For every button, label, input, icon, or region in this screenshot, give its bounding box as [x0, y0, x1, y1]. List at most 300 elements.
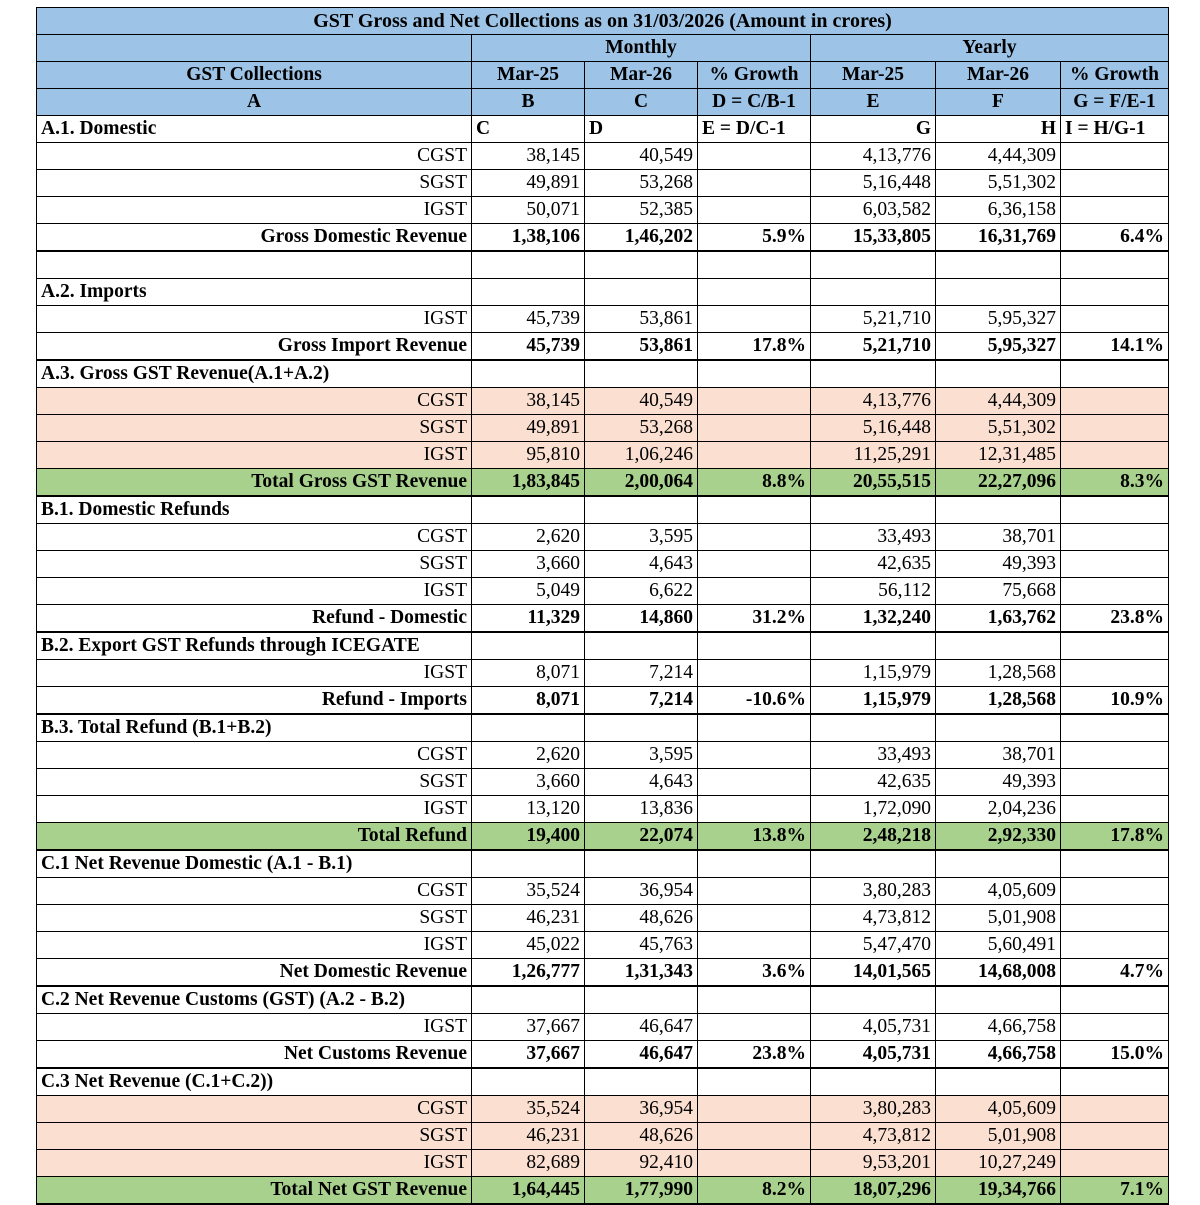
cell-col-5: 5,01,908	[936, 904, 1061, 931]
cell-col-4: 1,15,979	[811, 686, 936, 714]
cell-col-4	[811, 496, 936, 524]
row-label: CGST	[37, 523, 472, 550]
cell-col-6	[1061, 768, 1169, 795]
table-row-green	[37, 1176, 1169, 1204]
cell-col-4	[811, 251, 936, 278]
table-row-section	[37, 360, 1169, 388]
cell-col-3	[698, 714, 811, 742]
cell-col-6	[1061, 496, 1169, 524]
cell-col-3	[698, 1149, 811, 1176]
cell-col-3: 3.6%	[698, 958, 811, 986]
cell-col-5: 5,95,327	[936, 305, 1061, 332]
cell-col-5: 22,27,096	[936, 468, 1061, 496]
header-letter-c: C	[585, 89, 698, 116]
cell-col-3	[698, 904, 811, 931]
cell-col-5	[936, 278, 1061, 305]
cell-col-5: 4,44,309	[936, 387, 1061, 414]
table-row-green	[37, 822, 1169, 850]
cell-col-1: 5,049	[472, 577, 585, 604]
header-col-growth-monthly: % Growth	[698, 62, 811, 89]
row-label: SGST	[37, 768, 472, 795]
cell-col-1: 3,660	[472, 550, 585, 577]
cell-col-2: 1,06,246	[585, 441, 698, 468]
row-label: IGST	[37, 1149, 472, 1176]
row-label: SGST	[37, 1122, 472, 1149]
table-row-peach	[37, 387, 1169, 414]
cell-col-6	[1061, 1013, 1169, 1040]
cell-col-4: 14,01,565	[811, 958, 936, 986]
cell-col-1: 45,739	[472, 332, 585, 360]
cell-col-6: I = H/G-1	[1061, 116, 1169, 143]
cell-col-4: 9,53,201	[811, 1149, 936, 1176]
cell-col-6	[1061, 577, 1169, 604]
cell-col-6: 17.8%	[1061, 822, 1169, 850]
cell-col-6	[1061, 1068, 1169, 1096]
cell-col-2: 4,643	[585, 550, 698, 577]
cell-col-5: 49,393	[936, 550, 1061, 577]
cell-col-5	[936, 714, 1061, 742]
cell-col-6	[1061, 986, 1169, 1014]
cell-col-4: 2,48,218	[811, 822, 936, 850]
cell-col-2	[585, 496, 698, 524]
cell-col-1: 45,739	[472, 305, 585, 332]
cell-col-1: 11,329	[472, 604, 585, 632]
row-label: IGST	[37, 931, 472, 958]
cell-col-6: 6.4%	[1061, 224, 1169, 252]
cell-col-1: 2,620	[472, 523, 585, 550]
cell-col-2: 53,268	[585, 170, 698, 197]
cell-col-3: 31.2%	[698, 604, 811, 632]
cell-col-4: 5,21,710	[811, 332, 936, 360]
cell-col-1: 46,231	[472, 904, 585, 931]
cell-col-4	[811, 850, 936, 878]
cell-col-1	[472, 986, 585, 1014]
cell-col-2: 48,626	[585, 904, 698, 931]
header-col-mar25-monthly: Mar-25	[472, 62, 585, 89]
cell-col-1: 8,071	[472, 659, 585, 686]
table-row-data	[37, 143, 1169, 170]
table-row-data	[37, 1013, 1169, 1040]
header-yearly: Yearly	[811, 35, 1169, 62]
table-row-data	[37, 768, 1169, 795]
cell-col-3	[698, 795, 811, 822]
cell-col-4: 1,72,090	[811, 795, 936, 822]
table-row-green	[37, 468, 1169, 496]
table-row-data	[37, 877, 1169, 904]
cell-col-3	[698, 305, 811, 332]
cell-col-2: 1,77,990	[585, 1176, 698, 1204]
table-row-data	[37, 741, 1169, 768]
cell-col-5: 38,701	[936, 523, 1061, 550]
cell-col-5: 5,51,302	[936, 170, 1061, 197]
cell-col-5	[936, 632, 1061, 660]
section-label: C.3 Net Revenue (C.1+C.2))	[37, 1068, 472, 1096]
cell-col-5	[936, 986, 1061, 1014]
cell-col-1: 19,400	[472, 822, 585, 850]
row-label: Gross Domestic Revenue	[37, 224, 472, 252]
cell-col-5: 5,51,302	[936, 414, 1061, 441]
cell-col-4: 1,15,979	[811, 659, 936, 686]
cell-col-5	[936, 496, 1061, 524]
cell-col-3	[698, 523, 811, 550]
cell-col-3: 13.8%	[698, 822, 811, 850]
cell-col-2: 2,00,064	[585, 468, 698, 496]
cell-col-2: 48,626	[585, 1122, 698, 1149]
cell-col-3: 5.9%	[698, 224, 811, 252]
cell-col-1	[472, 850, 585, 878]
table-row-bold	[37, 332, 1169, 360]
cell-col-6	[1061, 550, 1169, 577]
cell-col-1: 45,022	[472, 931, 585, 958]
table-row-section	[37, 278, 1169, 305]
cell-col-4: 4,13,776	[811, 143, 936, 170]
cell-col-3	[698, 414, 811, 441]
cell-col-6: 7.1%	[1061, 1176, 1169, 1204]
header-letter-b: B	[472, 89, 585, 116]
cell-col-1: 35,524	[472, 1095, 585, 1122]
row-label: IGST	[37, 659, 472, 686]
cell-col-5: 4,44,309	[936, 143, 1061, 170]
cell-col-6	[1061, 931, 1169, 958]
cell-col-3	[698, 550, 811, 577]
cell-col-6	[1061, 170, 1169, 197]
cell-col-6	[1061, 877, 1169, 904]
cell-col-5: H	[936, 116, 1061, 143]
cell-col-5	[936, 360, 1061, 388]
cell-col-1	[472, 251, 585, 278]
table-row-section	[37, 632, 1169, 660]
cell-col-5: 4,05,609	[936, 877, 1061, 904]
cell-col-1: 1,64,445	[472, 1176, 585, 1204]
cell-col-1: 1,26,777	[472, 958, 585, 986]
cell-col-1: 38,145	[472, 387, 585, 414]
cell-col-2: 92,410	[585, 1149, 698, 1176]
cell-col-6	[1061, 741, 1169, 768]
cell-col-2: 53,268	[585, 414, 698, 441]
cell-col-2: 3,595	[585, 523, 698, 550]
cell-col-4: 42,635	[811, 550, 936, 577]
cell-col-4: 18,07,296	[811, 1176, 936, 1204]
cell-col-4: 15,33,805	[811, 224, 936, 252]
table-row-section	[37, 714, 1169, 742]
cell-col-5: 4,66,758	[936, 1040, 1061, 1068]
cell-col-3	[698, 741, 811, 768]
row-label: CGST	[37, 741, 472, 768]
row-label: IGST	[37, 1013, 472, 1040]
row-label: SGST	[37, 550, 472, 577]
cell-col-2: 46,647	[585, 1040, 698, 1068]
table-row-data	[37, 931, 1169, 958]
cell-col-5: 10,27,249	[936, 1149, 1061, 1176]
cell-col-3: -10.6%	[698, 686, 811, 714]
cell-col-6	[1061, 387, 1169, 414]
cell-col-3	[698, 441, 811, 468]
cell-col-1: 1,83,845	[472, 468, 585, 496]
row-label: CGST	[37, 877, 472, 904]
cell-col-2: 52,385	[585, 197, 698, 224]
cell-col-2: 1,46,202	[585, 224, 698, 252]
cell-col-6	[1061, 360, 1169, 388]
table-row-data	[37, 197, 1169, 224]
row-label: Refund - Imports	[37, 686, 472, 714]
cell-col-5: 1,63,762	[936, 604, 1061, 632]
table-row-peach	[37, 1095, 1169, 1122]
cell-col-4: 4,05,731	[811, 1013, 936, 1040]
cell-col-1: 82,689	[472, 1149, 585, 1176]
cell-col-6	[1061, 1095, 1169, 1122]
cell-col-6: 10.9%	[1061, 686, 1169, 714]
cell-col-1	[472, 1068, 585, 1096]
cell-col-6	[1061, 632, 1169, 660]
cell-col-1: 38,145	[472, 143, 585, 170]
cell-col-3	[698, 986, 811, 1014]
cell-col-2: 4,643	[585, 768, 698, 795]
cell-col-5: 2,04,236	[936, 795, 1061, 822]
cell-col-4: 4,13,776	[811, 387, 936, 414]
cell-col-3: 17.8%	[698, 332, 811, 360]
cell-col-2: 22,074	[585, 822, 698, 850]
cell-col-1	[472, 714, 585, 742]
table-row-bold	[37, 604, 1169, 632]
cell-col-6	[1061, 197, 1169, 224]
cell-col-4: 4,05,731	[811, 1040, 936, 1068]
cell-col-4: 3,80,283	[811, 1095, 936, 1122]
cell-col-2	[585, 278, 698, 305]
cell-col-5	[936, 850, 1061, 878]
cell-col-1: 95,810	[472, 441, 585, 468]
cell-col-3	[698, 1013, 811, 1040]
header-letter-e: E	[811, 89, 936, 116]
cell-col-4: 33,493	[811, 741, 936, 768]
section-label: B.1. Domestic Refunds	[37, 496, 472, 524]
cell-col-1: 49,891	[472, 414, 585, 441]
section-label: B.2. Export GST Refunds through ICEGATE	[37, 632, 472, 660]
row-label: IGST	[37, 305, 472, 332]
table-row-peach	[37, 414, 1169, 441]
cell-col-1: 50,071	[472, 197, 585, 224]
cell-col-3	[698, 850, 811, 878]
cell-col-1: 35,524	[472, 877, 585, 904]
row-label: Net Customs Revenue	[37, 1040, 472, 1068]
cell-col-2: 40,549	[585, 143, 698, 170]
table-row-bold	[37, 686, 1169, 714]
cell-col-2	[585, 251, 698, 278]
cell-col-2: 36,954	[585, 1095, 698, 1122]
cell-col-6	[1061, 278, 1169, 305]
cell-col-6	[1061, 850, 1169, 878]
cell-col-3	[698, 170, 811, 197]
cell-col-6	[1061, 795, 1169, 822]
table-row-peach	[37, 441, 1169, 468]
table-row-data	[37, 523, 1169, 550]
cell-col-5: 14,68,008	[936, 958, 1061, 986]
table-row-section	[37, 496, 1169, 524]
cell-col-3	[698, 632, 811, 660]
header-gst-collections: GST Collections	[37, 62, 472, 89]
row-label: Refund - Domestic	[37, 604, 472, 632]
cell-col-1: 2,620	[472, 741, 585, 768]
cell-col-3	[698, 143, 811, 170]
header-col-mar26-yearly: Mar-26	[936, 62, 1061, 89]
cell-col-5: 12,31,485	[936, 441, 1061, 468]
cell-col-2	[585, 632, 698, 660]
cell-col-3: 8.2%	[698, 1176, 811, 1204]
cell-col-3	[698, 931, 811, 958]
section-label: B.3. Total Refund (B.1+B.2)	[37, 714, 472, 742]
cell-col-1: 37,667	[472, 1013, 585, 1040]
cell-col-5: 4,05,609	[936, 1095, 1061, 1122]
table-row-section	[37, 1068, 1169, 1096]
cell-col-3	[698, 1095, 811, 1122]
cell-col-3	[698, 251, 811, 278]
header-monthly: Monthly	[472, 35, 811, 62]
cell-col-2	[585, 986, 698, 1014]
cell-col-2	[585, 1068, 698, 1096]
header-letter-d: D = C/B-1	[698, 89, 811, 116]
cell-col-5: 1,28,568	[936, 659, 1061, 686]
cell-col-6	[1061, 305, 1169, 332]
row-label: Total Net GST Revenue	[37, 1176, 472, 1204]
table-row-bold	[37, 224, 1169, 252]
cell-col-3	[698, 360, 811, 388]
row-label: CGST	[37, 1095, 472, 1122]
cell-col-4	[811, 632, 936, 660]
cell-col-4: 11,25,291	[811, 441, 936, 468]
header-col-mar26-monthly: Mar-26	[585, 62, 698, 89]
cell-col-5: 4,66,758	[936, 1013, 1061, 1040]
cell-col-3	[698, 278, 811, 305]
table-row-peach	[37, 1149, 1169, 1176]
table-row-bold	[37, 958, 1169, 986]
cell-col-3: E = D/C-1	[698, 116, 811, 143]
cell-col-4: 42,635	[811, 768, 936, 795]
cell-col-5: 2,92,330	[936, 822, 1061, 850]
row-label: Gross Import Revenue	[37, 332, 472, 360]
cell-col-3	[698, 496, 811, 524]
cell-col-3: 8.8%	[698, 468, 811, 496]
cell-col-1: 49,891	[472, 170, 585, 197]
cell-col-1: C	[472, 116, 585, 143]
cell-col-6: 8.3%	[1061, 468, 1169, 496]
cell-col-4: 4,73,812	[811, 1122, 936, 1149]
row-label: IGST	[37, 795, 472, 822]
cell-col-4: 5,16,448	[811, 414, 936, 441]
cell-col-1	[472, 632, 585, 660]
cell-col-6: 15.0%	[1061, 1040, 1169, 1068]
cell-col-1: 3,660	[472, 768, 585, 795]
header-col-mar25-yearly: Mar-25	[811, 62, 936, 89]
cell-col-4: 5,47,470	[811, 931, 936, 958]
cell-col-4: 5,21,710	[811, 305, 936, 332]
section-label: C.1 Net Revenue Domestic (A.1 - B.1)	[37, 850, 472, 878]
cell-col-1	[472, 496, 585, 524]
row-label: CGST	[37, 143, 472, 170]
cell-col-6	[1061, 414, 1169, 441]
cell-col-4: 5,16,448	[811, 170, 936, 197]
cell-col-1: 37,667	[472, 1040, 585, 1068]
row-label: SGST	[37, 414, 472, 441]
cell-col-5: 6,36,158	[936, 197, 1061, 224]
cell-col-4: 56,112	[811, 577, 936, 604]
cell-col-6	[1061, 441, 1169, 468]
cell-col-1: 1,38,106	[472, 224, 585, 252]
cell-col-5	[936, 1068, 1061, 1096]
table-row-data	[37, 170, 1169, 197]
cell-col-1	[472, 278, 585, 305]
cell-col-6: 23.8%	[1061, 604, 1169, 632]
table-title: GST Gross and Net Collections as on 31/03/2026 (Amount in crores)	[37, 8, 1169, 35]
cell-col-2: 53,861	[585, 305, 698, 332]
row-label: IGST	[37, 441, 472, 468]
section-label: A.3. Gross GST Revenue(A.1+A.2)	[37, 360, 472, 388]
cell-col-4: 3,80,283	[811, 877, 936, 904]
cell-col-6	[1061, 523, 1169, 550]
cell-col-4	[811, 1068, 936, 1096]
row-label: CGST	[37, 387, 472, 414]
cell-col-5: 16,31,769	[936, 224, 1061, 252]
cell-col-3	[698, 877, 811, 904]
cell-col-6	[1061, 143, 1169, 170]
cell-col-3	[698, 1068, 811, 1096]
cell-col-3	[698, 577, 811, 604]
cell-col-5: 75,668	[936, 577, 1061, 604]
cell-col-5: 49,393	[936, 768, 1061, 795]
cell-col-4: G	[811, 116, 936, 143]
cell-col-5: 5,01,908	[936, 1122, 1061, 1149]
cell-col-5: 5,95,327	[936, 332, 1061, 360]
table-row-section	[37, 116, 1169, 143]
cell-col-5: 5,60,491	[936, 931, 1061, 958]
cell-col-4	[811, 714, 936, 742]
cell-col-6	[1061, 659, 1169, 686]
table-row-data	[37, 904, 1169, 931]
cell-col-1: 46,231	[472, 1122, 585, 1149]
cell-col-4: 1,32,240	[811, 604, 936, 632]
cell-col-3	[698, 387, 811, 414]
cell-col-2: 36,954	[585, 877, 698, 904]
table-row-data	[37, 305, 1169, 332]
row-label: Total Refund	[37, 822, 472, 850]
table-row-data	[37, 577, 1169, 604]
cell-col-3: 23.8%	[698, 1040, 811, 1068]
cell-col-2: 13,836	[585, 795, 698, 822]
cell-col-4	[811, 986, 936, 1014]
cell-col-5	[936, 251, 1061, 278]
cell-col-2	[585, 850, 698, 878]
cell-col-3	[698, 197, 811, 224]
cell-col-5: 38,701	[936, 741, 1061, 768]
header-letter-g: G = F/E-1	[1061, 89, 1169, 116]
cell-col-1	[472, 360, 585, 388]
cell-col-2: 1,31,343	[585, 958, 698, 986]
cell-col-4: 33,493	[811, 523, 936, 550]
row-label	[37, 251, 472, 278]
cell-col-1: 8,071	[472, 686, 585, 714]
cell-col-4	[811, 278, 936, 305]
cell-col-3	[698, 1122, 811, 1149]
cell-col-3	[698, 768, 811, 795]
cell-col-4: 6,03,582	[811, 197, 936, 224]
cell-col-2	[585, 360, 698, 388]
cell-col-2: 7,214	[585, 659, 698, 686]
row-label: Total Gross GST Revenue	[37, 468, 472, 496]
section-label: C.2 Net Revenue Customs (GST) (A.2 - B.2)	[37, 986, 472, 1014]
table-row-section	[37, 850, 1169, 878]
cell-col-6	[1061, 714, 1169, 742]
table-row-data	[37, 550, 1169, 577]
cell-col-2: 45,763	[585, 931, 698, 958]
cell-col-6	[1061, 904, 1169, 931]
